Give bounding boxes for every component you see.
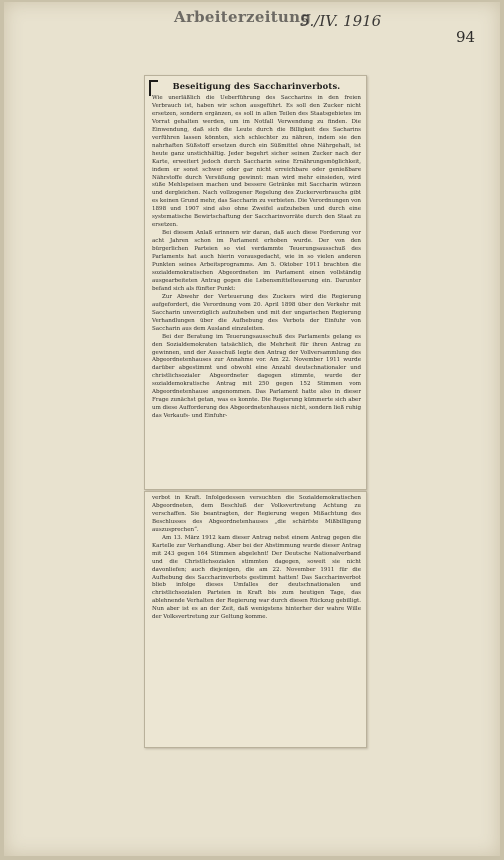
corner-bracket-icon	[149, 80, 158, 96]
article-paragraph: Bei der Beratung im Teuerungsausschuß des Parlaments gelang es den Sozialdemokraten tatsächlich, die Mehrheit für ihren Antrag zu gewinnen, und der Ausschuß legte den Antrag der Vollversammlung des Abgeordnetenhauses zur Annahme vor. Am 22. November 1911 wurde darüber abgestimmt und obwohl eine Anzahl deutschnationaler und christlichsozialer Abgeordneter dagegen stimmte, wurde der sozialdemokratische Antrag mit 250 gegen 152 Stimmen vom Abgeordnetenhause angenommen. Das Parlament hatte also in dieser Frage zunächst getan, was es konnte. Die Regierung kümmerte sich aber um diese Aufforderung des Abgeordnetenhauses nicht, sondern ließ ruhig das Verkaufs- und Einfuhr-	[152, 333, 361, 420]
newspaper-clipping-part-2	[144, 491, 367, 748]
page-number: 94	[456, 28, 476, 46]
handwritten-date: 5./IV. 1916	[300, 12, 382, 30]
archive-sheet	[4, 2, 500, 856]
article-title: Beseitigung des Saccharinverbots.	[172, 81, 341, 91]
article-paragraph: Bei diesem Anlaß erinnern wir daran, daß auch diese Forderung vor acht Jahren schon im Parlament erhoben wurde. Der von den bürgerlichen Parteien so viel verdammte Teuerungsausschuß des Parlaments hat auch hierin vorausgedacht, wie in so vielen anderen Punkten seines Arbeitsprogramms. Am 5. Oktober 1911 brachten die sozialdemokratischen Abgeordneten im Parlament einen vollständig ausgearbeiteten Antrag gegen die Lebensmittelteuerung ein. Darunter befand sich als fünfter Punkt:	[152, 230, 361, 292]
newspaper-clipping-part-1	[144, 75, 367, 490]
article-paragraph: verbot in Kraft. Infolgedessen versuchten die Sozialdemokratischen Abgeordneten, dem Beschluß der Volksvertretung Achtung zu verschaffen. Sie beantragten, der Regierung wegen Mißachtung des Beschlusses des Abgeordnetenhauses „die schärfste Mißbilligung auszusprechen“.	[152, 495, 361, 533]
article-paragraph: Wie unerläßlich die Ueberführung des Saccharins in den freien Verbrauch ist, haben wir schon ausgeführt. Es soll den Zucker nicht ersetzen, sondern ergänzen, es soll in allen Teilen des Staatsgebietes im Vorrat gehalten werden, um im Notfall Verwendung zu finden. Die Einwendung, daß sich die Leute durch die Billigkeit des Sacharins verführen lassen könnten, sich schlechter zu nähren, indem sie den nahrhaften Süßstoff ersetzen durch ein Süßmittel ohne Nährgehalt, ist heute ganz unstichhältig. Jeder begehrt sicher seinen Zucker nach der Karte, erweitert jedoch durch Saccharin seine Ernährungsmöglichkeit, indem er sonst schwer oder gar nicht erreichbare oder genießbare Nährstoffe durch Versüßung gewinnt: man wird mehr einsieden, wird süße Mehlspeisen machen und bessere Getränke mit Saccharin würzen und dergleichen. Nach vollzogener Regelung des Zuckerverbrauchs gibt es keinen Grund mehr, das Saccharin zu verbieten. Die Verordnungen von 1898 und 1907 sind also ohne Zweifel aufzuheben und durch eine systematische Bewirtschaftung der Saccharinvorräte durch den Staat zu ersetzen.	[152, 95, 361, 229]
newspaper-source-stamp: Arbeiterzeitung	[174, 8, 312, 26]
article-paragraph: Am 13. März 1912 kam dieser Antrag nebst einem Antrag gegen die Kartelle zur Verhandlung. Aber bei der Abstimmung wurde dieser Antrag mit 243 gegen 164 Stimmen abgelehnt! Der Deutsche Nationalverband und die Christlichsozialen stimmten dagegen, soweit sie nicht davonliefen; auch diejenigen, die am 22. November 1911 für die Aufhebung des Saccharinverbots gestimmt hatten! Das Saccharinverbot blieb infolge dieses Umfalles der deutschnationalen und christlichsozialen Parteien in Kraft bis zum heutigen Tage, das ablehnende Verhalten der Regierung war durch diesen Rückzug gebilligt. Nun aber ist es an der Zeit, daß wenigstens hinterher der wahre Wille der Volksvertretung zur Geltung komme.	[152, 534, 361, 621]
article-quote-paragraph: Zur Abwehr der Verteuerung des Zuckers wird die Regierung aufgefordert, die Verordnung vom 20. April 1898 über den Verkehr mit Saccharin unverzüglich aufzuheben und mit der ungarischen Regierung Verhandlungen über die Aufhebung des Verbots der Einfuhr von Saccharin aus dem Ausland einzuleiten.	[152, 293, 361, 332]
